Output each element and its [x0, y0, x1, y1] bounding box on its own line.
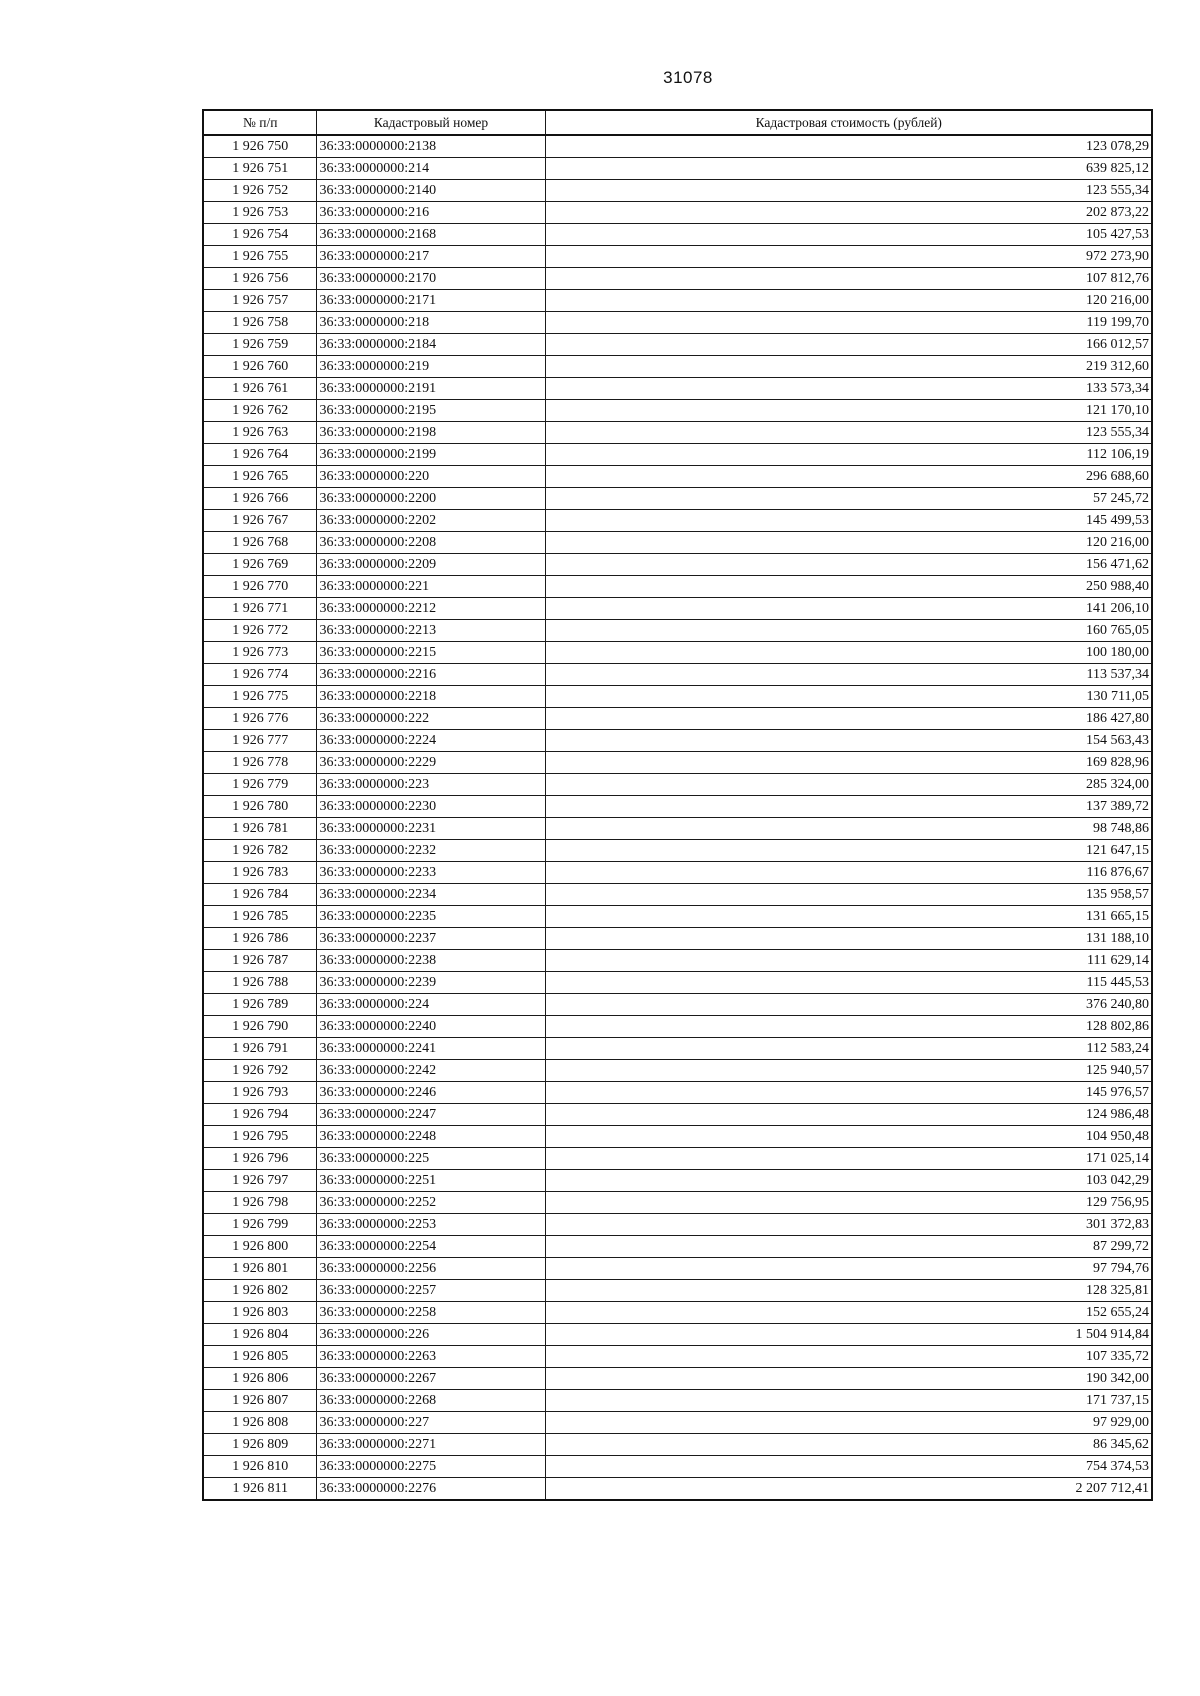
cadastral-number-cell: 36:33:0000000:2191: [316, 378, 545, 400]
row-number-cell: 1 926 774: [203, 664, 316, 686]
cadastral-number-cell: 36:33:0000000:2256: [316, 1258, 545, 1280]
table-row: [203, 818, 1152, 840]
cadastral-value-cell: 130 711,05: [545, 686, 1152, 708]
row-number-cell: 1 926 753: [203, 202, 316, 224]
row-number-cell: 1 926 751: [203, 158, 316, 180]
row-number-cell: 1 926 760: [203, 356, 316, 378]
cadastral-number-cell: 36:33:0000000:2218: [316, 686, 545, 708]
cadastral-value-cell: 107 812,76: [545, 268, 1152, 290]
row-number-cell: 1 926 765: [203, 466, 316, 488]
cadastral-number-cell: 36:33:0000000:225: [316, 1148, 545, 1170]
table-row: [203, 774, 1152, 796]
cadastral-value-cell: 301 372,83: [545, 1214, 1152, 1236]
cadastral-value-cell: 639 825,12: [545, 158, 1152, 180]
row-number-cell: 1 926 761: [203, 378, 316, 400]
table-row: [203, 135, 1152, 158]
table-row: [203, 510, 1152, 532]
cadastral-number-cell: 36:33:0000000:219: [316, 356, 545, 378]
row-number-cell: 1 926 782: [203, 840, 316, 862]
row-number-cell: 1 926 783: [203, 862, 316, 884]
cadastral-number-cell: 36:33:0000000:2252: [316, 1192, 545, 1214]
table-row: [203, 334, 1152, 356]
row-number-cell: 1 926 754: [203, 224, 316, 246]
row-number-cell: 1 926 776: [203, 708, 316, 730]
cadastral-value-cell: 137 389,72: [545, 796, 1152, 818]
table-row: [203, 972, 1152, 994]
header-row-number: № п/п: [203, 110, 316, 135]
cadastral-number-cell: 36:33:0000000:2140: [316, 180, 545, 202]
table-row: [203, 444, 1152, 466]
cadastral-number-cell: 36:33:0000000:2268: [316, 1390, 545, 1412]
cadastral-value-cell: 296 688,60: [545, 466, 1152, 488]
row-number-cell: 1 926 800: [203, 1236, 316, 1258]
page-number: 31078: [663, 68, 713, 87]
cadastral-value-cell: 972 273,90: [545, 246, 1152, 268]
cadastral-value-cell: 128 802,86: [545, 1016, 1152, 1038]
table-row: [203, 796, 1152, 818]
row-number-cell: 1 926 788: [203, 972, 316, 994]
cadastral-value-cell: 104 950,48: [545, 1126, 1152, 1148]
row-number-cell: 1 926 807: [203, 1390, 316, 1412]
cadastral-value-cell: 1 504 914,84: [545, 1324, 1152, 1346]
cadastral-value-cell: 103 042,29: [545, 1170, 1152, 1192]
cadastral-number-cell: 36:33:0000000:2231: [316, 818, 545, 840]
table-row: [203, 1280, 1152, 1302]
cadastral-number-cell: 36:33:0000000:2171: [316, 290, 545, 312]
table-row: [203, 1148, 1152, 1170]
table-row: [203, 642, 1152, 664]
table-row: [203, 576, 1152, 598]
cadastral-value-cell: 131 665,15: [545, 906, 1152, 928]
cadastral-number-cell: 36:33:0000000:2258: [316, 1302, 545, 1324]
cadastral-value-cell: 129 756,95: [545, 1192, 1152, 1214]
table-row: [203, 884, 1152, 906]
cadastral-value-cell: 156 471,62: [545, 554, 1152, 576]
cadastral-number-cell: 36:33:0000000:220: [316, 466, 545, 488]
row-number-cell: 1 926 750: [203, 135, 316, 158]
cadastral-value-cell: 112 583,24: [545, 1038, 1152, 1060]
row-number-cell: 1 926 793: [203, 1082, 316, 1104]
cadastral-value-cell: 112 106,19: [545, 444, 1152, 466]
cadastral-number-cell: 36:33:0000000:222: [316, 708, 545, 730]
table-row: [203, 1412, 1152, 1434]
row-number-cell: 1 926 781: [203, 818, 316, 840]
table-row: [203, 1478, 1152, 1501]
cadastral-number-cell: 36:33:0000000:2239: [316, 972, 545, 994]
row-number-cell: 1 926 805: [203, 1346, 316, 1368]
cadastral-value-cell: 754 374,53: [545, 1456, 1152, 1478]
row-number-cell: 1 926 792: [203, 1060, 316, 1082]
cadastral-number-cell: 36:33:0000000:2224: [316, 730, 545, 752]
table-row: [203, 1214, 1152, 1236]
table-row: [203, 290, 1152, 312]
cadastral-value-cell: 285 324,00: [545, 774, 1152, 796]
table-row: [203, 994, 1152, 1016]
row-number-cell: 1 926 759: [203, 334, 316, 356]
table-row: [203, 180, 1152, 202]
table-row: [203, 1170, 1152, 1192]
table-row: [203, 1126, 1152, 1148]
cadastral-number-cell: 36:33:0000000:221: [316, 576, 545, 598]
cadastral-number-cell: 36:33:0000000:2263: [316, 1346, 545, 1368]
row-number-cell: 1 926 789: [203, 994, 316, 1016]
cadastral-number-cell: 36:33:0000000:2257: [316, 1280, 545, 1302]
cadastral-number-cell: 36:33:0000000:227: [316, 1412, 545, 1434]
table-row: [203, 620, 1152, 642]
table-row: [203, 1016, 1152, 1038]
cadastral-value-cell: 124 986,48: [545, 1104, 1152, 1126]
cadastral-value-cell: 219 312,60: [545, 356, 1152, 378]
cadastral-value-cell: 152 655,24: [545, 1302, 1152, 1324]
row-number-cell: 1 926 803: [203, 1302, 316, 1324]
cadastral-value-cell: 145 976,57: [545, 1082, 1152, 1104]
cadastral-number-cell: 36:33:0000000:2213: [316, 620, 545, 642]
cadastral-value-cell: 135 958,57: [545, 884, 1152, 906]
cadastral-number-cell: 36:33:0000000:2230: [316, 796, 545, 818]
cadastral-number-cell: 36:33:0000000:2195: [316, 400, 545, 422]
cadastral-value-cell: 113 537,34: [545, 664, 1152, 686]
row-number-cell: 1 926 770: [203, 576, 316, 598]
cadastral-number-cell: 36:33:0000000:2229: [316, 752, 545, 774]
row-number-cell: 1 926 769: [203, 554, 316, 576]
cadastral-value-cell: 160 765,05: [545, 620, 1152, 642]
cadastral-number-cell: 36:33:0000000:224: [316, 994, 545, 1016]
cadastral-number-cell: 36:33:0000000:2275: [316, 1456, 545, 1478]
row-number-cell: 1 926 758: [203, 312, 316, 334]
cadastral-number-cell: 36:33:0000000:2267: [316, 1368, 545, 1390]
table-row: [203, 378, 1152, 400]
cadastral-value-cell: 57 245,72: [545, 488, 1152, 510]
row-number-cell: 1 926 756: [203, 268, 316, 290]
cadastral-number-cell: 36:33:0000000:2232: [316, 840, 545, 862]
cadastral-number-cell: 36:33:0000000:2234: [316, 884, 545, 906]
cadastral-value-cell: 125 940,57: [545, 1060, 1152, 1082]
table-row: [203, 1258, 1152, 1280]
cadastral-number-cell: 36:33:0000000:214: [316, 158, 545, 180]
row-number-cell: 1 926 795: [203, 1126, 316, 1148]
table-row: [203, 356, 1152, 378]
cadastral-value-cell: 171 025,14: [545, 1148, 1152, 1170]
cadastral-number-cell: 36:33:0000000:2208: [316, 532, 545, 554]
row-number-cell: 1 926 767: [203, 510, 316, 532]
row-number-cell: 1 926 798: [203, 1192, 316, 1214]
cadastral-value-cell: 97 794,76: [545, 1258, 1152, 1280]
row-number-cell: 1 926 772: [203, 620, 316, 642]
row-number-cell: 1 926 809: [203, 1434, 316, 1456]
row-number-cell: 1 926 802: [203, 1280, 316, 1302]
cadastral-value-cell: 128 325,81: [545, 1280, 1152, 1302]
row-number-cell: 1 926 791: [203, 1038, 316, 1060]
row-number-cell: 1 926 801: [203, 1258, 316, 1280]
cadastral-number-cell: 36:33:0000000:2199: [316, 444, 545, 466]
table-row: [203, 532, 1152, 554]
row-number-cell: 1 926 777: [203, 730, 316, 752]
cadastral-value-cell: 131 188,10: [545, 928, 1152, 950]
row-number-cell: 1 926 794: [203, 1104, 316, 1126]
row-number-cell: 1 926 796: [203, 1148, 316, 1170]
header-cadastral-value: Кадастровая стоимость (рублей): [545, 110, 1152, 135]
table-row: [203, 400, 1152, 422]
table-row: [203, 1324, 1152, 1346]
row-number-cell: 1 926 755: [203, 246, 316, 268]
row-number-cell: 1 926 797: [203, 1170, 316, 1192]
row-number-cell: 1 926 762: [203, 400, 316, 422]
cadastral-number-cell: 36:33:0000000:2200: [316, 488, 545, 510]
cadastral-number-cell: 36:33:0000000:2202: [316, 510, 545, 532]
cadastral-number-cell: 36:33:0000000:2253: [316, 1214, 545, 1236]
table-row: [203, 1038, 1152, 1060]
cadastral-number-cell: 36:33:0000000:2247: [316, 1104, 545, 1126]
table-row: [203, 598, 1152, 620]
table-row: [203, 1346, 1152, 1368]
table-row: [203, 862, 1152, 884]
row-number-cell: 1 926 804: [203, 1324, 316, 1346]
cadastral-number-cell: 36:33:0000000:2246: [316, 1082, 545, 1104]
cadastral-number-cell: 36:33:0000000:2235: [316, 906, 545, 928]
table-row: [203, 664, 1152, 686]
row-number-cell: 1 926 810: [203, 1456, 316, 1478]
cadastral-value-cell: 87 299,72: [545, 1236, 1152, 1258]
cadastral-value-cell: 120 216,00: [545, 290, 1152, 312]
cadastral-value-cell: 123 555,34: [545, 422, 1152, 444]
table-row: [203, 1368, 1152, 1390]
table-row: [203, 488, 1152, 510]
table-row: [203, 1434, 1152, 1456]
table-row: [203, 1082, 1152, 1104]
row-number-cell: 1 926 775: [203, 686, 316, 708]
table-row: [203, 1236, 1152, 1258]
table-row: [203, 752, 1152, 774]
row-number-cell: 1 926 752: [203, 180, 316, 202]
table-row: [203, 246, 1152, 268]
table-row: [203, 1456, 1152, 1478]
cadastral-value-cell: 107 335,72: [545, 1346, 1152, 1368]
cadastral-value-cell: 115 445,53: [545, 972, 1152, 994]
cadastral-value-cell: 97 929,00: [545, 1412, 1152, 1434]
table-row: [203, 554, 1152, 576]
table-row: [203, 1060, 1152, 1082]
table-row: [203, 202, 1152, 224]
table-row: [203, 158, 1152, 180]
row-number-cell: 1 926 811: [203, 1478, 316, 1501]
cadastral-number-cell: 36:33:0000000:2242: [316, 1060, 545, 1082]
cadastral-number-cell: 36:33:0000000:2233: [316, 862, 545, 884]
cadastral-value-cell: 166 012,57: [545, 334, 1152, 356]
row-number-cell: 1 926 808: [203, 1412, 316, 1434]
cadastral-number-cell: 36:33:0000000:216: [316, 202, 545, 224]
table-body: [203, 135, 1152, 1500]
cadastral-number-cell: 36:33:0000000:223: [316, 774, 545, 796]
cadastral-number-cell: 36:33:0000000:2248: [316, 1126, 545, 1148]
cadastral-value-cell: 169 828,96: [545, 752, 1152, 774]
cadastre-table: [202, 109, 1153, 1501]
table-row: [203, 730, 1152, 752]
table-row: [203, 224, 1152, 246]
table-row: [203, 906, 1152, 928]
cadastral-value-cell: 190 342,00: [545, 1368, 1152, 1390]
cadastral-value-cell: 119 199,70: [545, 312, 1152, 334]
row-number-cell: 1 926 771: [203, 598, 316, 620]
table-row: [203, 708, 1152, 730]
cadastral-number-cell: 36:33:0000000:218: [316, 312, 545, 334]
cadastral-number-cell: 36:33:0000000:2241: [316, 1038, 545, 1060]
cadastral-number-cell: 36:33:0000000:2238: [316, 950, 545, 972]
cadastral-value-cell: 171 737,15: [545, 1390, 1152, 1412]
table-row: [203, 840, 1152, 862]
row-number-cell: 1 926 784: [203, 884, 316, 906]
table-row: [203, 1390, 1152, 1412]
cadastral-value-cell: 98 748,86: [545, 818, 1152, 840]
cadastral-value-cell: 154 563,43: [545, 730, 1152, 752]
cadastral-number-cell: 36:33:0000000:2209: [316, 554, 545, 576]
cadastral-value-cell: 202 873,22: [545, 202, 1152, 224]
row-number-cell: 1 926 799: [203, 1214, 316, 1236]
cadastral-value-cell: 86 345,62: [545, 1434, 1152, 1456]
cadastral-value-cell: 141 206,10: [545, 598, 1152, 620]
table-row: [203, 1192, 1152, 1214]
row-number-cell: 1 926 786: [203, 928, 316, 950]
header-cadastral-number: Кадастровый номер: [316, 110, 545, 135]
row-number-cell: 1 926 806: [203, 1368, 316, 1390]
cadastral-value-cell: 145 499,53: [545, 510, 1152, 532]
table-row: [203, 1104, 1152, 1126]
row-number-cell: 1 926 773: [203, 642, 316, 664]
cadastral-number-cell: 36:33:0000000:2215: [316, 642, 545, 664]
cadastral-number-cell: 36:33:0000000:2170: [316, 268, 545, 290]
cadastral-value-cell: 120 216,00: [545, 532, 1152, 554]
row-number-cell: 1 926 768: [203, 532, 316, 554]
row-number-cell: 1 926 787: [203, 950, 316, 972]
cadastral-value-cell: 121 647,15: [545, 840, 1152, 862]
row-number-cell: 1 926 764: [203, 444, 316, 466]
cadastral-number-cell: 36:33:0000000:226: [316, 1324, 545, 1346]
table-row: [203, 312, 1152, 334]
cadastral-number-cell: 36:33:0000000:2271: [316, 1434, 545, 1456]
row-number-cell: 1 926 790: [203, 1016, 316, 1038]
row-number-cell: 1 926 778: [203, 752, 316, 774]
cadastral-value-cell: 123 555,34: [545, 180, 1152, 202]
table-row: [203, 950, 1152, 972]
cadastral-value-cell: 100 180,00: [545, 642, 1152, 664]
cadastral-value-cell: 186 427,80: [545, 708, 1152, 730]
cadastral-value-cell: 250 988,40: [545, 576, 1152, 598]
cadastral-number-cell: 36:33:0000000:2212: [316, 598, 545, 620]
cadastral-value-cell: 111 629,14: [545, 950, 1152, 972]
cadastral-value-cell: 116 876,67: [545, 862, 1152, 884]
cadastral-number-cell: 36:33:0000000:2237: [316, 928, 545, 950]
table-row: [203, 422, 1152, 444]
cadastral-number-cell: 36:33:0000000:2276: [316, 1478, 545, 1501]
row-number-cell: 1 926 763: [203, 422, 316, 444]
cadastral-value-cell: 121 170,10: [545, 400, 1152, 422]
table-row: [203, 1302, 1152, 1324]
cadastral-value-cell: 123 078,29: [545, 135, 1152, 158]
cadastral-number-cell: 36:33:0000000:2198: [316, 422, 545, 444]
table-row: [203, 686, 1152, 708]
table-row: [203, 928, 1152, 950]
cadastral-number-cell: 36:33:0000000:2254: [316, 1236, 545, 1258]
cadastral-number-cell: 36:33:0000000:2168: [316, 224, 545, 246]
cadastral-number-cell: 36:33:0000000:2184: [316, 334, 545, 356]
row-number-cell: 1 926 766: [203, 488, 316, 510]
cadastral-value-cell: 105 427,53: [545, 224, 1152, 246]
cadastral-number-cell: 36:33:0000000:2138: [316, 135, 545, 158]
table-row: [203, 466, 1152, 488]
cadastral-number-cell: 36:33:0000000:217: [316, 246, 545, 268]
cadastral-value-cell: 133 573,34: [545, 378, 1152, 400]
table-header-row: [203, 110, 1152, 135]
cadastral-value-cell: 376 240,80: [545, 994, 1152, 1016]
cadastral-number-cell: 36:33:0000000:2216: [316, 664, 545, 686]
cadastral-number-cell: 36:33:0000000:2251: [316, 1170, 545, 1192]
row-number-cell: 1 926 757: [203, 290, 316, 312]
table-row: [203, 268, 1152, 290]
cadastral-value-cell: 2 207 712,41: [545, 1478, 1152, 1501]
row-number-cell: 1 926 780: [203, 796, 316, 818]
row-number-cell: 1 926 779: [203, 774, 316, 796]
cadastral-number-cell: 36:33:0000000:2240: [316, 1016, 545, 1038]
row-number-cell: 1 926 785: [203, 906, 316, 928]
